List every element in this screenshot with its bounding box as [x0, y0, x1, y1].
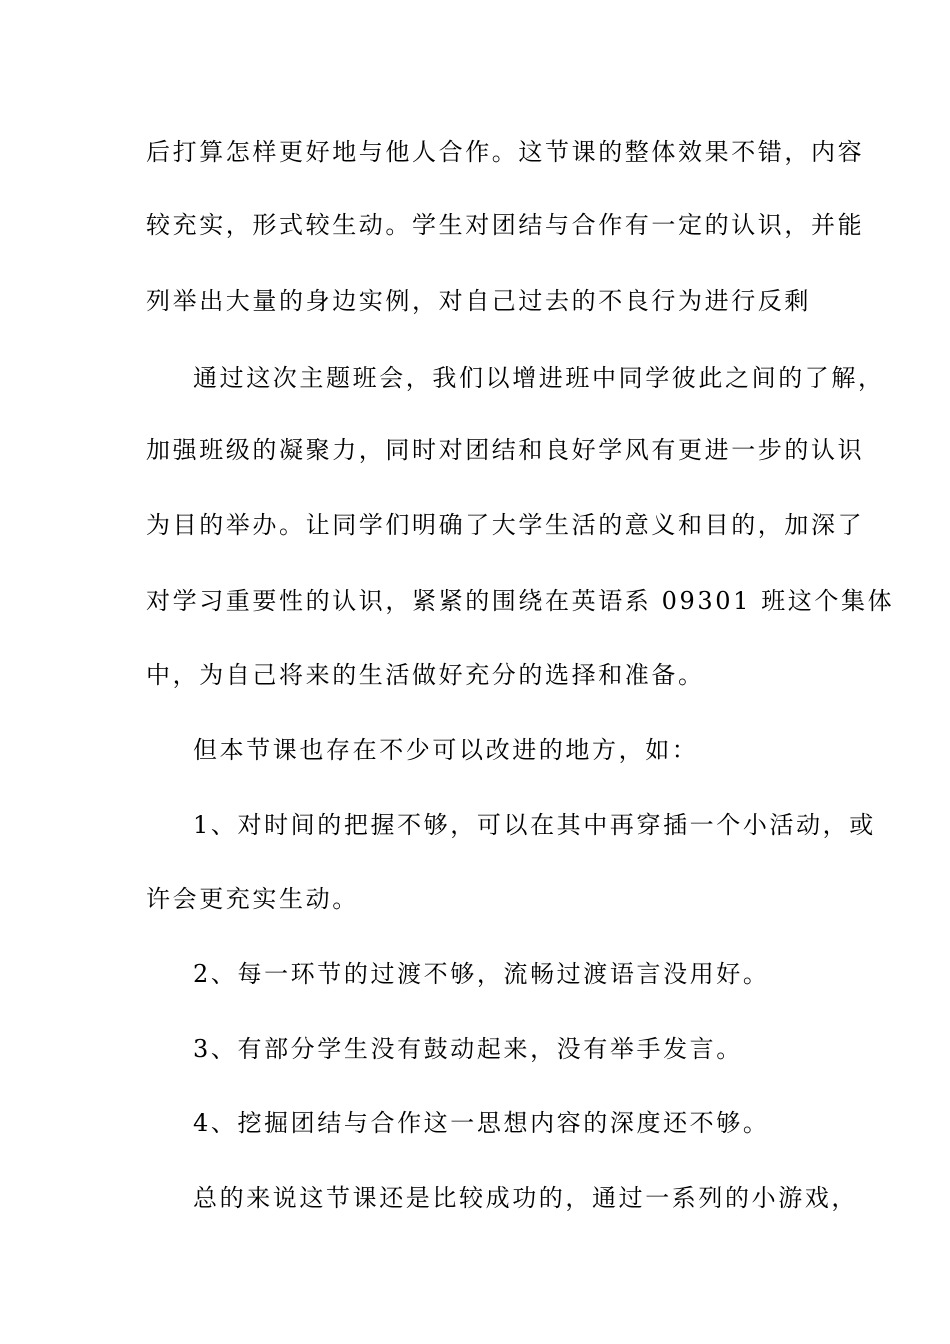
list-item-2: 2、每一环节的过渡不够，流畅过渡语言没用好。 — [193, 960, 770, 988]
text-line: 加强班级的凝聚力，同时对团结和良好学风有更进一步的认识 — [146, 436, 865, 464]
list-item-3: 3、有部分学生没有鼓动起来，没有举手发言。 — [193, 1035, 743, 1063]
list-item-1: 1、对时间的把握不够，可以在其中再穿插一个小活动，或 — [193, 811, 876, 839]
text-line: 为目的举办。让同学们明确了大学生活的意义和目的，加深了 — [146, 511, 865, 539]
text-line: 许会更充实生动。 — [146, 885, 359, 913]
paragraph-first-line: 总的来说这节课还是比较成功的，通过一系列的小游戏， — [193, 1184, 858, 1212]
text-line: 列举出大量的身边实例，对自己过去的不良行为进行反剩 — [146, 287, 811, 315]
list-item-4: 4、挖掘团结与合作这一思想内容的深度还不够。 — [193, 1109, 770, 1137]
paragraph-first-line: 但本节课也存在不少可以改进的地方，如： — [193, 736, 699, 764]
text-line: 中，为自己将来的生活做好充分的选择和准备。 — [146, 661, 705, 689]
text-line: 较充实，形式较生动。学生对团结与合作有一定的认识，并能 — [146, 211, 865, 239]
text-line: 后打算怎样更好地与他人合作。这节课的整体效果不错，内容 — [146, 138, 865, 166]
paragraph-first-line: 通过这次主题班会，我们以增进班中同学彼此之间的了解， — [193, 364, 885, 392]
text-line: 对学习重要性的认识，紧紧的围绕在英语系 09301 班这个集体 — [146, 587, 895, 615]
